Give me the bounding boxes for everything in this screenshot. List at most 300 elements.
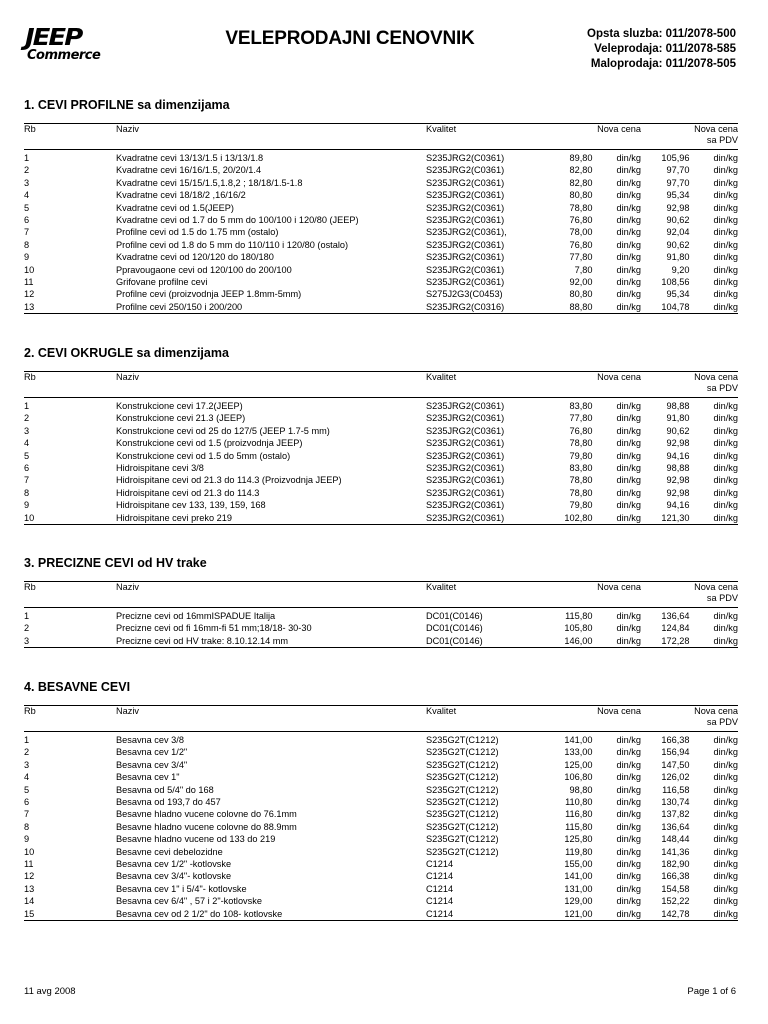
cell-nova-cena-pdv: 91,80 (666, 252, 690, 263)
cell-naziv: Besavna cev od 2 1/2" do 108- kotlovske (116, 908, 426, 921)
cell-kvalitet: S235JRG2(C0361) (426, 202, 505, 213)
cell-naziv: Precizne cevi od fi 16mm-fi 51 mm;18/18- 30-30 (116, 623, 312, 634)
cell-unit: din/kg (616, 834, 641, 845)
header-naziv: Naziv (116, 582, 426, 608)
cell-rb: 6 (24, 463, 30, 474)
cell-rb: 7 (24, 227, 30, 238)
table-row (24, 858, 738, 870)
header-nova-cena-pdv (641, 372, 738, 398)
cell-nova-cena: 83,80 (569, 401, 593, 411)
header-nova-cena-pdv (641, 706, 738, 732)
cell-kvalitet: S235JRG2(C0361), (426, 227, 507, 238)
table-row (24, 189, 738, 201)
table-row (24, 164, 738, 176)
table-header-row (24, 582, 738, 608)
cell-nova-cena: 125,80 (564, 834, 593, 845)
cell-nova-cena: 141,00 (564, 735, 593, 745)
cell-nova-cena-pdv: 95,34 (666, 289, 690, 300)
cell-kvalitet: S235JRG2(C0361) (426, 425, 505, 436)
cell-naziv: Besavna cev 6/4" , 57 i 2"-kotlovske (116, 896, 262, 907)
table-header-row (24, 124, 738, 150)
cell-naziv: Profilne cevi 250/150 i 200/200 (116, 301, 426, 314)
cell-rb: 8 (24, 821, 30, 832)
table-row (24, 487, 738, 499)
header-kvalitet: Kvalitet (426, 124, 544, 150)
cell-unit: din/kg (616, 846, 641, 857)
cell-unit: din/kg (616, 277, 641, 288)
cell-rb: 13 (24, 301, 116, 314)
cell-unit: din/kg (616, 797, 641, 808)
cell-nova-cena: 115,80 (565, 611, 593, 621)
table-row (24, 398, 738, 413)
contact-line-general: Opsta sluzba: 011/2078-500 (587, 28, 736, 40)
cell-naziv: Besavne hladno vucene od 133 do 219 (116, 834, 276, 845)
cell-unit: din/kg (616, 759, 641, 770)
cell-nova-cena-pdv: 141,36 (661, 846, 690, 857)
cell-naziv: Kvadratne cevi od 120/120 do 180/180 (116, 252, 274, 263)
table-row (24, 895, 738, 907)
cell-kvalitet: S235JRG2(C0361) (426, 512, 544, 525)
cell-kvalitet: C1214 (426, 859, 454, 870)
table-row (24, 759, 738, 771)
contact-line-wholesale: Veleprodaja: 011/2078-585 (594, 43, 736, 55)
cell-rb: 14 (24, 896, 35, 907)
cell-unit-pdv: din/kg (713, 413, 738, 424)
cell-nova-cena: 82,80 (569, 177, 593, 188)
footer-date: 11 avg 2008 (24, 986, 76, 997)
cell-nova-cena: 78,80 (569, 487, 593, 498)
cell-unit-pdv: din/kg (713, 438, 738, 449)
cell-rb: 5 (24, 202, 30, 213)
cell-unit-pdv: din/kg (713, 772, 738, 783)
cell-unit: din/kg (616, 611, 641, 621)
cell-kvalitet: S235JRG2(C0316) (426, 301, 544, 314)
cell-rb: 5 (24, 450, 30, 461)
cell-nova-cena: 76,80 (569, 425, 593, 436)
header-nova-cena: Nova cena (544, 706, 641, 732)
cell-naziv: Ppravougaone cevi od 120/100 do 200/100 (116, 264, 292, 275)
cell-kvalitet: S235JRG2(C0361) (426, 438, 505, 449)
cell-nova-cena: 79,80 (569, 450, 593, 461)
cell-unit: din/kg (616, 202, 641, 213)
table-row (24, 635, 738, 648)
cell-kvalitet: S235JRG2(C0361) (426, 165, 505, 176)
cell-kvalitet: S235G2T(C1212) (426, 834, 499, 845)
table-row (24, 177, 738, 189)
cell-rb: 9 (24, 834, 30, 845)
cell-naziv: Kvadratne cevi 16/16/1.5, 20/20/1.4 (116, 165, 262, 176)
cell-unit-pdv: din/kg (713, 500, 738, 511)
cell-rb: 13 (24, 883, 35, 894)
cell-unit: din/kg (616, 784, 641, 795)
cell-nova-cena: 78,80 (569, 438, 593, 449)
cell-naziv: Besavne hladno vucene colovne do 76.1mm (116, 809, 297, 820)
cell-naziv: Besavna od 5/4" do 168 (116, 784, 214, 795)
cell-kvalitet: S235JRG2(C0361) (426, 252, 505, 263)
cell-unit-pdv: din/kg (713, 821, 738, 832)
header-rb: Rb (24, 124, 116, 150)
cell-nova-cena: 121,00 (544, 908, 593, 921)
cell-rb: 1 (24, 401, 30, 411)
cell-rb: 10 (24, 846, 35, 857)
cell-rb: 8 (24, 487, 30, 498)
cell-unit-pdv: din/kg (713, 202, 738, 213)
table-row (24, 425, 738, 437)
cell-nova-cena: 76,80 (569, 215, 593, 226)
cell-rb: 2 (24, 623, 30, 634)
cell-unit: din/kg (616, 623, 641, 634)
cell-nova-cena-pdv: 172,28 (641, 635, 690, 648)
cell-unit: din/kg (616, 896, 641, 907)
cell-unit-pdv: din/kg (713, 883, 738, 894)
cell-kvalitet: S235G2T(C1212) (426, 846, 499, 857)
cell-kvalitet: S235JRG2(C0361) (426, 190, 505, 201)
cell-nova-cena-pdv: 182,90 (661, 859, 690, 870)
cell-rb: 4 (24, 190, 30, 201)
table-row (24, 474, 738, 486)
cell-naziv: Hidroispitane cevi od 21.3 do 114.3 (Proizvodnja JEEP) (116, 475, 342, 486)
section-title: 4. BESAVNE CEVI (24, 680, 131, 694)
header-kvalitet: Kvalitet (426, 372, 544, 398)
section-title: 1. CEVI PROFILNE sa dimenzijama (24, 98, 230, 112)
cell-naziv: Besavna cev 3/8 (116, 735, 184, 745)
cell-nova-cena: 77,80 (569, 252, 593, 263)
header-naziv: Naziv (116, 706, 426, 732)
cell-rb: 3 (24, 177, 30, 188)
cell-nova-cena-pdv: 154,58 (661, 883, 690, 894)
cell-nova-cena-pdv: 105,96 (661, 153, 690, 163)
cell-nova-cena: 110,80 (565, 797, 593, 808)
cell-rb: 7 (24, 475, 30, 486)
cell-unit: din/kg (616, 289, 641, 300)
cell-rb: 2 (24, 165, 30, 176)
cell-kvalitet: S235JRG2(C0361) (426, 475, 505, 486)
cell-naziv: Profilne cevi od 1.8 do 5 mm do 110/110 i 120/80 (ostalo) (116, 239, 349, 250)
cell-kvalitet: S235G2T(C1212) (426, 735, 499, 745)
cell-naziv: Kvadratne cevi 13/13/1.5 i 13/13/1.8 (116, 153, 264, 163)
page-title: VELEPRODAJNI CENOVNIK (225, 28, 475, 49)
cell-rb: 6 (24, 215, 30, 226)
cell-kvalitet: C1214 (426, 883, 454, 894)
header-rb: Rb (24, 372, 116, 398)
footer-page-number: Page 1 of 6 (687, 986, 736, 997)
cell-nova-cena-pdv: 121,30 (641, 512, 690, 525)
cell-naziv: Konstrukcione cevi od 1.5 (proizvodnja JEEP) (116, 438, 303, 449)
cell-unit: din/kg (616, 252, 641, 263)
cell-naziv: Besavna od 193,7 do 457 (116, 797, 221, 808)
section-round-pipes (24, 345, 738, 525)
cell-naziv: Precizne cevi od 16mmISPADUE Italija (116, 611, 276, 621)
cell-naziv: Precizne cevi od HV trake: 8.10.12.14 mm (116, 635, 426, 648)
cell-nova-cena: 131,00 (564, 883, 593, 894)
cell-unit: din/kg (616, 401, 641, 411)
cell-naziv: Profilne cevi (proizvodnja JEEP 1.8mm-5mm) (116, 289, 302, 300)
cell-nova-cena: 105,80 (564, 623, 593, 634)
cell-nova-cena-pdv: 95,34 (666, 190, 690, 201)
cell-nova-cena-pdv: 97,70 (666, 177, 690, 188)
cell-unit-pdv: din/kg (713, 859, 738, 870)
cell-nova-cena: 98,80 (569, 784, 593, 795)
cell-naziv: Besavna cev 3/4"- kotlovske (116, 871, 232, 882)
table-row (24, 821, 738, 833)
cell-kvalitet: S235G2T(C1212) (426, 784, 499, 795)
cell-nova-cena-pdv: 116,58 (662, 784, 690, 795)
header-rb: Rb (24, 582, 116, 608)
cell-nova-cena: 88,80 (544, 301, 593, 314)
cell-unit: din/kg (616, 177, 641, 188)
cell-unit-pdv: din/kg (713, 623, 738, 634)
cell-kvalitet: S235JRG2(C0361) (426, 463, 505, 474)
cell-nova-cena-pdv: 142,78 (641, 908, 690, 921)
cell-rb: 2 (24, 747, 30, 758)
cell-unit: din/kg (616, 871, 641, 882)
table-row (24, 288, 738, 300)
table-row (24, 883, 738, 895)
header-naziv: Naziv (116, 124, 426, 150)
cell-nova-cena-pdv: 90,62 (666, 425, 690, 436)
cell-kvalitet: S235JRG2(C0361) (426, 487, 505, 498)
table-row (24, 437, 738, 449)
cell-unit: din/kg (616, 735, 641, 745)
cell-naziv: Besavne hladno vucene colovne do 88.9mm (116, 821, 297, 832)
cell-naziv: Besavne cevi debelozidne (116, 846, 223, 857)
header-naziv: Naziv (116, 372, 426, 398)
cell-nova-cena-pdv: 9,20 (671, 264, 690, 275)
table-row (24, 746, 738, 758)
cell-nova-cena-pdv: 104,78 (641, 301, 690, 314)
cell-kvalitet: DC01(C0146) (426, 611, 483, 621)
cell-nova-cena: 7,80 (574, 264, 593, 275)
cell-unit-pdv: din/kg (713, 487, 738, 498)
cell-unit-pdv: din/kg (713, 450, 738, 461)
cell-unit: din/kg (616, 239, 641, 250)
cell-nova-cena: 89,80 (569, 153, 593, 163)
cell-kvalitet: C1214 (426, 908, 544, 921)
cell-unit-pdv: din/kg (713, 252, 738, 263)
cell-kvalitet: S235JRG2(C0361) (426, 413, 505, 424)
cell-kvalitet: S235G2T(C1212) (426, 809, 499, 820)
table-row (24, 870, 738, 882)
price-table (24, 581, 738, 648)
cell-nova-cena-pdv: 98,88 (666, 401, 690, 411)
cell-unit-pdv: din/kg (713, 896, 738, 907)
cell-unit: din/kg (616, 425, 641, 436)
cell-kvalitet: S235G2T(C1212) (426, 759, 499, 770)
table-row (24, 608, 738, 623)
cell-naziv: Kvadratne cevi od 1.5(JEEP) (116, 202, 234, 213)
cell-unit-pdv: din/kg (713, 264, 738, 275)
cell-nova-cena-pdv: 147,50 (661, 759, 690, 770)
table-row (24, 462, 738, 474)
cell-naziv: Konstrukcione cevi 21.3 (JEEP) (116, 413, 246, 424)
cell-rb: 5 (24, 784, 30, 795)
cell-nova-cena-pdv: 92,98 (666, 202, 690, 213)
cell-nova-cena-pdv: 92,98 (666, 438, 690, 449)
cell-naziv: Hidroispitane cevi 3/8 (116, 463, 204, 474)
cell-unit-pdv: din/kg (713, 190, 738, 201)
header-kvalitet: Kvalitet (426, 582, 544, 608)
cell-kvalitet: S235G2T(C1212) (426, 821, 499, 832)
section-profile-pipes (24, 97, 738, 314)
cell-unit-pdv: din/kg (713, 809, 738, 820)
table-row (24, 214, 738, 226)
jeep-commerce-logo (25, 26, 109, 68)
cell-rb: 11 (24, 859, 34, 870)
header-rb: Rb (24, 706, 116, 732)
cell-nova-cena-pdv: 166,38 (661, 735, 690, 745)
table-row (24, 264, 738, 276)
cell-unit-pdv: din/kg (713, 735, 738, 745)
cell-naziv: Konstrukcione cevi 17.2(JEEP) (116, 401, 243, 411)
cell-rb: 2 (24, 413, 30, 424)
header-nova-cena-pdv (641, 124, 738, 150)
header-nova-cena-pdv-line2: sa PDV (706, 717, 738, 727)
cell-kvalitet: C1214 (426, 896, 454, 907)
cell-nova-cena-pdv: 148,44 (661, 834, 690, 845)
cell-kvalitet: S235JRG2(C0361) (426, 500, 505, 511)
cell-kvalitet: C1214 (426, 871, 454, 882)
cell-unit-pdv: din/kg (713, 747, 738, 758)
cell-nova-cena: 77,80 (569, 413, 593, 424)
cell-unit: din/kg (616, 264, 641, 275)
cell-unit: din/kg (616, 165, 641, 176)
cell-unit: din/kg (616, 190, 641, 201)
cell-unit-pdv: din/kg (713, 759, 738, 770)
cell-nova-cena-pdv: 90,62 (666, 215, 690, 226)
cell-unit-pdv: din/kg (690, 635, 739, 648)
cell-unit: din/kg (593, 635, 642, 648)
cell-unit-pdv: din/kg (713, 611, 738, 621)
cell-rb: 3 (24, 425, 30, 436)
cell-kvalitet: S235JRG2(C0361) (426, 215, 505, 226)
cell-nova-cena: 102,80 (544, 512, 593, 525)
header-nova-cena-pdv (641, 582, 738, 608)
cell-unit-pdv: din/kg (713, 401, 738, 411)
cell-rb: 12 (24, 289, 35, 300)
cell-rb: 3 (24, 635, 116, 648)
cell-nova-cena: 133,00 (564, 747, 593, 758)
cell-nova-cena: 125,00 (564, 759, 593, 770)
cell-kvalitet: S235G2T(C1212) (426, 747, 499, 758)
table-row (24, 908, 738, 921)
cell-unit-pdv: din/kg (713, 177, 738, 188)
cell-kvalitet: S235JRG2(C0361) (426, 450, 505, 461)
cell-nova-cena-pdv: 136,64 (661, 611, 690, 621)
cell-unit: din/kg (593, 908, 642, 921)
table-row (24, 276, 738, 288)
table-header-row (24, 706, 738, 732)
table-row (24, 226, 738, 238)
cell-unit: din/kg (616, 227, 641, 238)
cell-kvalitet: S235JRG2(C0361) (426, 277, 505, 288)
cell-unit: din/kg (616, 747, 641, 758)
cell-nova-cena-pdv: 91,80 (666, 413, 690, 424)
cell-nova-cena-pdv: 130,74 (661, 797, 690, 808)
cell-kvalitet: S235JRG2(C0361) (426, 177, 505, 188)
cell-nova-cena: 146,00 (544, 635, 593, 648)
cell-nova-cena-pdv: 98,88 (666, 463, 690, 474)
cell-rb: 1 (24, 735, 30, 745)
header-nova-cena-pdv-line2: sa PDV (706, 135, 738, 145)
table-row (24, 622, 738, 634)
cell-nova-cena-pdv: 97,70 (666, 165, 690, 176)
cell-kvalitet: S275J2G3(C0453) (426, 289, 503, 300)
cell-rb: 11 (24, 277, 34, 288)
cell-kvalitet: S235JRG2(C0361) (426, 153, 505, 163)
cell-nova-cena: 80,80 (569, 289, 593, 300)
header-nova-cena-pdv-line2: sa PDV (706, 593, 738, 603)
header-nova-cena-pdv-line1: Nova cena (694, 582, 738, 592)
cell-nova-cena: 80,80 (569, 190, 593, 201)
section-precision-pipes (24, 555, 738, 648)
table-row (24, 150, 738, 165)
cell-rb: 9 (24, 252, 30, 263)
cell-rb: 6 (24, 797, 30, 808)
header-nova-cena-pdv-line2: sa PDV (706, 383, 738, 393)
cell-unit-pdv: din/kg (713, 425, 738, 436)
cell-unit-pdv: din/kg (713, 239, 738, 250)
table-row (24, 499, 738, 511)
cell-rb: 1 (24, 153, 30, 163)
cell-kvalitet: DC01(C0146) (426, 635, 544, 648)
cell-unit-pdv: din/kg (713, 153, 738, 163)
cell-nova-cena-pdv: 124,84 (661, 623, 690, 634)
cell-unit-pdv: din/kg (713, 289, 738, 300)
table-row (24, 833, 738, 845)
cell-nova-cena-pdv: 156,94 (661, 747, 690, 758)
cell-nova-cena-pdv: 94,16 (666, 450, 690, 461)
cell-nova-cena-pdv: 136,64 (661, 821, 690, 832)
cell-unit-pdv: din/kg (713, 215, 738, 226)
cell-naziv: Hidroispitane cev 133, 139, 159, 168 (116, 500, 266, 511)
cell-unit: din/kg (616, 859, 641, 870)
cell-nova-cena-pdv: 137,82 (661, 809, 690, 820)
cell-rb: 8 (24, 239, 30, 250)
header-nova-cena-pdv-line1: Nova cena (694, 124, 738, 134)
cell-unit-pdv: din/kg (713, 834, 738, 845)
cell-unit: din/kg (616, 475, 641, 486)
cell-unit: din/kg (616, 500, 641, 511)
cell-rb: 12 (24, 871, 35, 882)
cell-unit: din/kg (616, 413, 641, 424)
price-table (24, 371, 738, 525)
cell-naziv: Hidroispitane cevi preko 219 (116, 512, 426, 525)
section-title: 3. PRECIZNE CEVI od HV trake (24, 556, 207, 570)
cell-naziv: Besavna cev 1" (116, 772, 180, 783)
table-row (24, 784, 738, 796)
header-nova-cena-pdv-line1: Nova cena (694, 706, 738, 716)
table-row (24, 450, 738, 462)
cell-naziv: Besavna cev 1/2" -kotlovske (116, 859, 232, 870)
cell-unit: din/kg (593, 301, 642, 314)
cell-nova-cena-pdv: 108,56 (661, 277, 690, 288)
cell-naziv: Besavna cev 3/4" (116, 759, 188, 770)
cell-nova-cena-pdv: 166,38 (661, 871, 690, 882)
cell-nova-cena: 141,00 (564, 871, 593, 882)
cell-kvalitet: S235JRG2(C0361) (426, 401, 505, 411)
cell-unit: din/kg (593, 512, 642, 525)
cell-naziv: Hidroispitane cevi od 21.3 do 114.3 (116, 487, 260, 498)
header-nova-cena: Nova cena (544, 372, 641, 398)
cell-naziv: Besavna cev 1/2" (116, 747, 188, 758)
cell-rb: 3 (24, 759, 30, 770)
table-row (24, 251, 738, 263)
cell-unit-pdv: din/kg (690, 512, 739, 525)
cell-rb: 4 (24, 772, 30, 783)
cell-rb: 10 (24, 512, 116, 525)
table-row (24, 846, 738, 858)
cell-unit-pdv: din/kg (713, 475, 738, 486)
